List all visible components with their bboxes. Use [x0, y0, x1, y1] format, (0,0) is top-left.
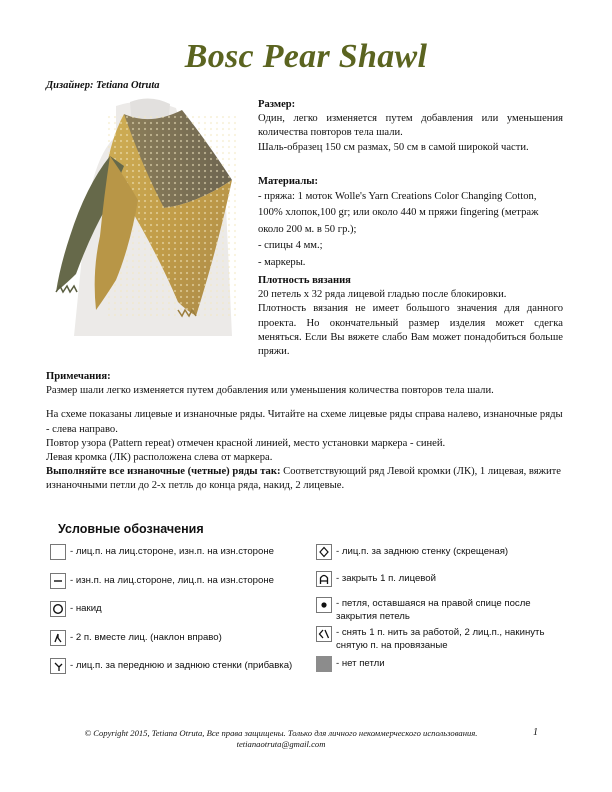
legend-item-remaining: - петля, оставшаяся на правой спице после закрытия петель [316, 597, 556, 623]
dot-stitch-icon [316, 597, 332, 613]
knit-square-icon [50, 544, 66, 560]
k2tog-icon [50, 630, 66, 646]
materials-yarn: - пряжа: 1 моток Wolle's Yarn Creations Color Changing Cotton, 100% хлопок,100 gr; или около 440 м пряжи fingering (метраж около 200 м. в 50 гр.); [258, 191, 539, 235]
page-number: 1 [533, 727, 538, 738]
kfb-icon [50, 658, 66, 674]
size-section [258, 98, 563, 155]
size-text-1: Один, легко изменяется путем добавления или уменьшения количества повторов тела шали. [258, 113, 563, 139]
legend-item-sk2p: - снять 1 п. нить за работой, 2 лиц.п., накинуть снятую п. на провязаные [316, 626, 572, 652]
materials-section [258, 175, 563, 271]
materials-heading: Материалы: [258, 176, 319, 187]
copyright-text: © Copyright 2015, Tetiana Otruta, Все права защищены. Только для личного некоммерческого использования. [84, 728, 478, 738]
legend-item-purl: - изн.п. на лиц.стороне, лиц.п. на изн.стороне [50, 573, 310, 589]
notes-text-1: Размер шали легко изменяется путем добавления или уменьшения количества повторов тела шали. [46, 385, 494, 397]
notes-heading: Примечания: [46, 371, 111, 382]
bind-off-icon [316, 571, 332, 587]
shawl-photo [46, 96, 252, 336]
notes-text-4: Левая кромка (ЛК) расположена слева от маркера. [46, 452, 273, 464]
legend-item-nostitch: - нет петли [316, 656, 556, 672]
designer-label: Дизайнер: Tetiana Otruta [46, 80, 160, 91]
legend-item-yo: - накид [50, 601, 305, 617]
legend-item-k2tog: - 2 п. вместе лиц. (наклон вправо) [50, 630, 305, 646]
size-text-2: Шаль-образец 150 см размах, 50 см в самой широкой части. [258, 141, 529, 153]
legend-title: Условные обозначения [58, 522, 204, 536]
notes-text-3: Повтор узора (Pattern repeat) отмечен красной линией, место установки маркера - синей. [46, 437, 446, 449]
purl-dash-icon [50, 573, 66, 589]
legend-item-kfb: - лиц.п. за переднюю и заднюю стенки (прибавка) [50, 658, 320, 674]
size-heading: Размер: [258, 99, 296, 110]
legend-item-knit: - лиц.п. на лиц.стороне, изн.п. на изн.стороне [50, 544, 305, 560]
sk2p-icon [316, 626, 332, 642]
gauge-heading: Плотность вязания [258, 275, 351, 286]
gauge-text-2: Плотность вязания не имеет большого значения для данного проекта. Но окончательный размер изделия может сдегка меняться. Если Вы вяжете слабо Вам может понадобиться больше пряжи. [258, 303, 563, 358]
materials-markers: - маркеры. [258, 256, 306, 268]
k-tbl-diamond-icon [316, 544, 332, 560]
yarn-over-circle-icon [50, 601, 66, 617]
gauge-section [258, 274, 563, 359]
copyright-footer [46, 728, 516, 750]
notes-text-5-bold: Выполняйте все изнаночные (четные) ряды так: [46, 466, 281, 478]
notes-text-5 [46, 465, 564, 493]
notes-section [46, 370, 564, 494]
notes-text-5-rest: Соответствующий ряд Левой кромки (ЛК), 1 лицевая, вяжите изнаночными петли до 2-х петль до конца ряда, накид, 2 лицевые. [46, 466, 561, 492]
materials-needles: - спицы 4 мм.; [258, 240, 323, 252]
legend-item-ktbl: - лиц.п. за заднюю стенку (скрещеная) [316, 544, 566, 560]
gauge-text-1: 20 петель х 32 ряда лицевой гладью после блокировки. [258, 289, 507, 301]
author-email: tetianaotruta@gmail.com [236, 739, 326, 749]
no-stitch-gray-icon [316, 656, 332, 672]
notes-text-2: На схеме показаны лицевые и изнаночные ряды. Читайте на схеме лицевые ряды справа налево, изнаночные ряды - слева направо. [46, 409, 563, 435]
legend-item-bindoff: - закрыть 1 п. лицевой [316, 571, 566, 587]
page-title: Bosc Pear Shawl [184, 38, 428, 75]
